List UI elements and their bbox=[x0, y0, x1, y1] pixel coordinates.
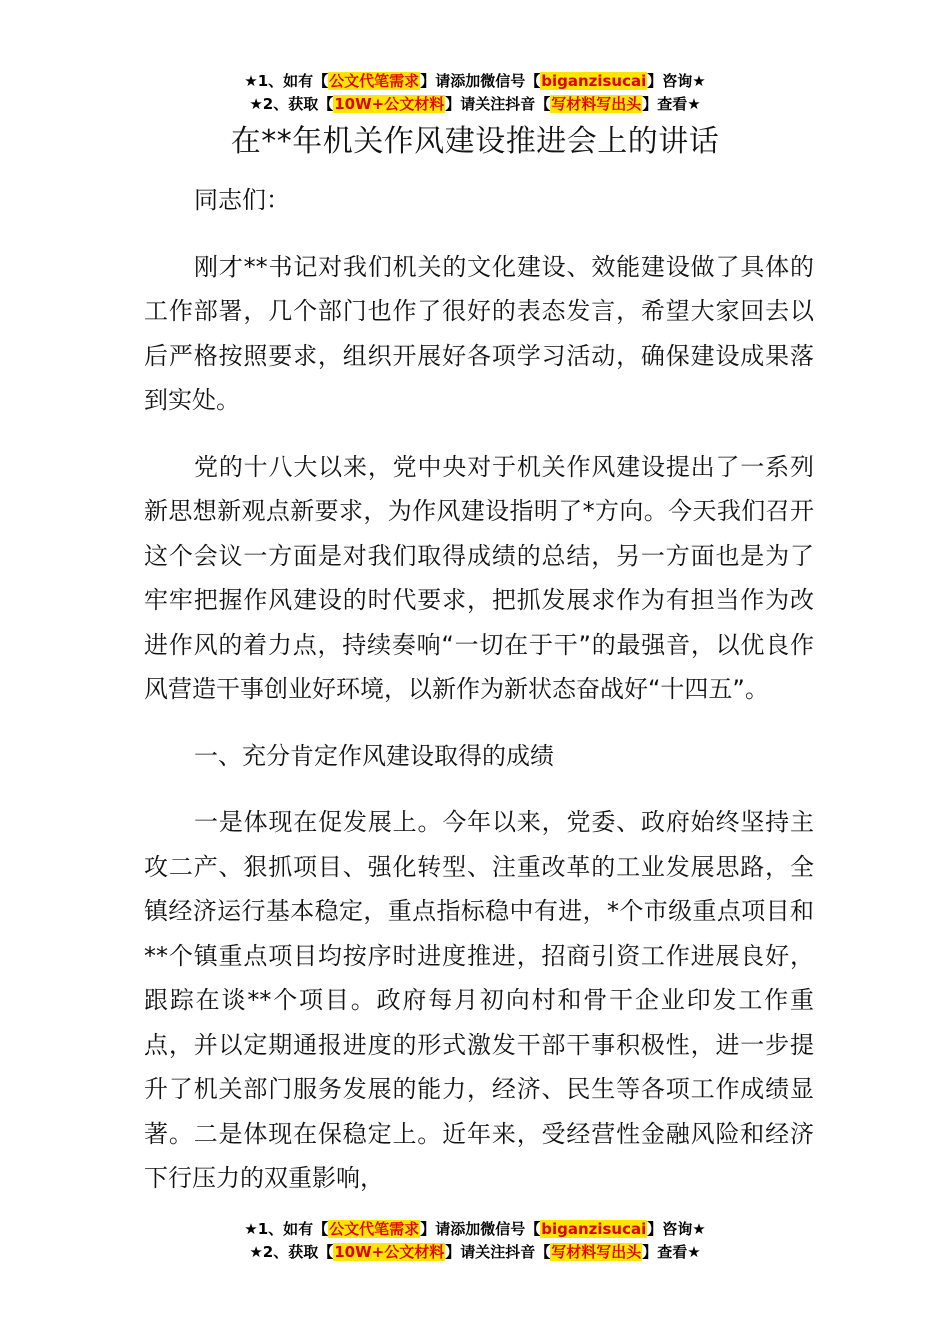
paragraph: 一是体现在促发展上。今年以来，党委、政府始终坚持主攻二产、狠抓项目、强化转型、注重改革的工业发展思路，全镇经济运行基本稳定，重点指标稳中有进，*个市级重点项目和**个镇重点项目均按序时进度推进，招商引资工作进展良好，跟踪在谈**个项目。政府每月初向村和骨干企业印发工作重点，并以定期通报进度的形式激发干部干事积极性，进一步提升了机关部门服务发展的能力，经济、民生等各项工作成绩显著。二是体现在保稳定上。近年来，受经营性金融风险和经济下行压力的双重影响， bbox=[144, 808, 814, 1192]
banner-line-2 bbox=[0, 93, 950, 116]
banner-wechat-id: biganzisucai bbox=[541, 1220, 647, 1238]
document-title: 在**年机关作风建设推进会上的讲话 bbox=[230, 124, 720, 159]
banner-text: 】请添加微信号【 bbox=[420, 72, 541, 90]
banner-line-1 bbox=[0, 1218, 950, 1241]
banner-line-1 bbox=[0, 70, 950, 93]
header-banner bbox=[0, 70, 950, 116]
paragraph: 刚才**书记对我们机关的文化建设、效能建设做了具体的工作部署，几个部门也作了很好的表态发言，希望大家回去以后严格按照要求，组织开展好各项学习活动，确保建设成果落到实处。 bbox=[144, 252, 814, 414]
salutation: 同志们： bbox=[194, 186, 290, 214]
banner-text: ★2、获取【 bbox=[249, 95, 334, 113]
banner-wechat-id: biganzisucai bbox=[541, 72, 647, 90]
banner-text: ★1、如有【 bbox=[244, 1220, 329, 1238]
banner-text: 】请关注抖音【 bbox=[445, 95, 551, 113]
paragraph: 党的十八大以来，党中央对于机关作风建设提出了一系列新思想新观点新要求，为作风建设指明了*方向。今天我们召开这个会议一方面是对我们取得成绩的总结，另一方面也是为了牢牢把握作风建设的时代要求，把抓发展求作为有担当作为改进作风的着力点，持续奏响“一切在于干”的最强音，以优良作风营造干事创业好环境，以新作为新状态奋战好“十四五”。 bbox=[144, 452, 814, 703]
document-body bbox=[144, 178, 814, 1201]
banner-line-2 bbox=[0, 1241, 950, 1264]
banner-text: 】咨询★ bbox=[647, 1220, 706, 1238]
banner-text: 】请添加微信号【 bbox=[420, 1220, 541, 1238]
banner-highlight: 公文代笔需求 bbox=[329, 72, 420, 90]
banner-douyin-account: 写材料写出头 bbox=[551, 95, 642, 113]
banner-text: 】查看★ bbox=[642, 95, 701, 113]
footer-banner bbox=[0, 1218, 950, 1264]
section-heading: 一、充分肯定作风建设取得的成绩 bbox=[194, 741, 554, 770]
banner-text: 】请关注抖音【 bbox=[445, 1243, 551, 1261]
banner-text: 】查看★ bbox=[642, 1243, 701, 1261]
banner-text: 】咨询★ bbox=[647, 72, 706, 90]
banner-text: ★2、获取【 bbox=[249, 1243, 334, 1261]
banner-highlight: 10W+公文材料 bbox=[334, 1243, 445, 1261]
banner-highlight: 10W+公文材料 bbox=[334, 95, 445, 113]
banner-text: ★1、如有【 bbox=[244, 72, 329, 90]
banner-douyin-account: 写材料写出头 bbox=[551, 1243, 642, 1261]
banner-highlight: 公文代笔需求 bbox=[329, 1220, 420, 1238]
